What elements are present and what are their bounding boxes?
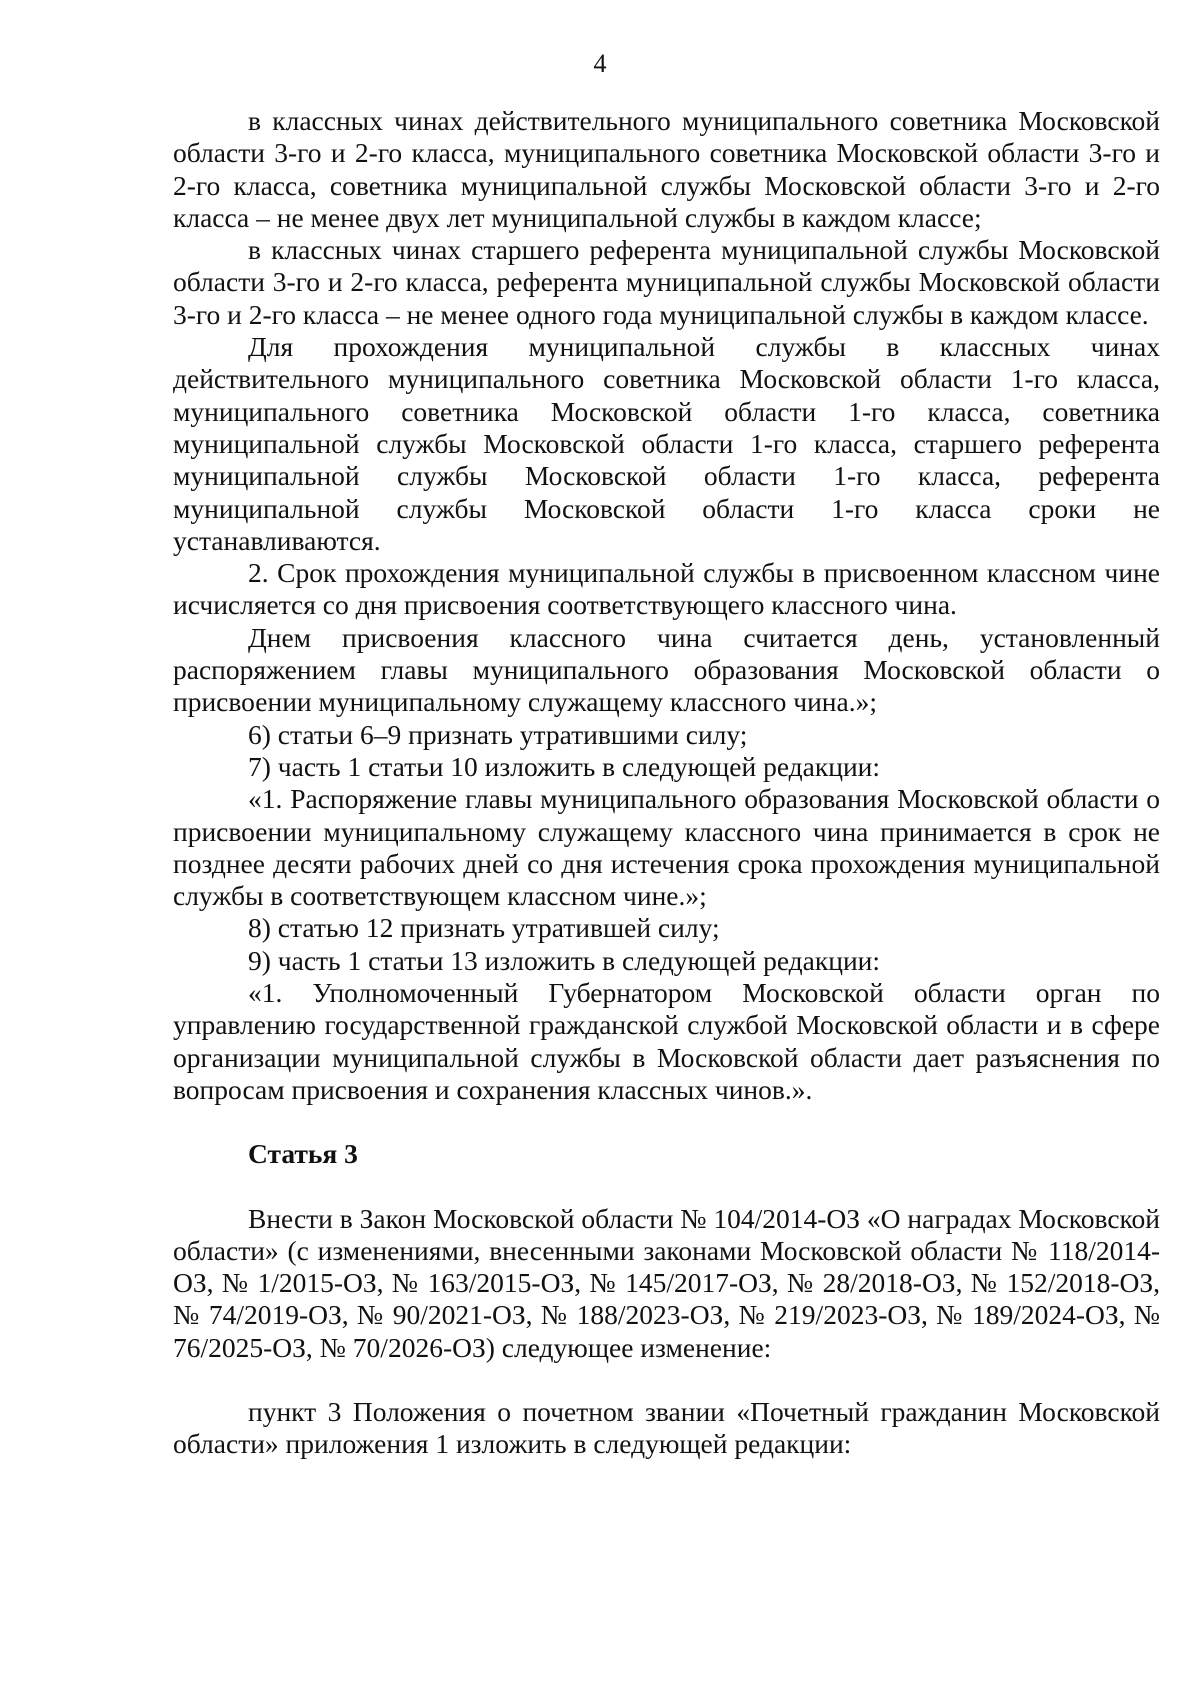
paragraph: 2. Срок прохождения муниципальной службы в присвоенном классном чине исчисляется со дня присвоения соответствующего классного чина. xyxy=(173,557,1160,621)
paragraph: пункт 3 Положения о почетном звании «Почетный гражданин Московской области» приложения 1 изложить в следующей редакции: xyxy=(173,1395,1160,1460)
quoted-paragraph: «1. Распоряжение главы муниципального образования Московской области о присвоении муниципальному служащему классного чина принимается в срок не позднее десяти рабочих дней со дня истечения срока прохождения муниципальной службы в соответствующем классном чине.»; xyxy=(173,783,1160,912)
list-item: 7) часть 1 статьи 10 изложить в следующей редакции: xyxy=(248,750,881,782)
paragraph: Внести в Закон Московской области № 104/2014-ОЗ «О наградах Московской области» (с изменениями, внесенными законами Московской области № 118/2014-ОЗ, № 1/2015-ОЗ, № 163/2015-ОЗ, № 145/2017-ОЗ, № 28/2018-ОЗ, № 152/2018-ОЗ, № 74/2019-ОЗ, № 90/2021-ОЗ, № 188/2023-ОЗ, № 219/2023-ОЗ, № 189/2024-ОЗ, № 76/2025-ОЗ, № 70/2026-ОЗ) следующее изменение: xyxy=(173,1202,1160,1363)
article-heading: Статья 3 xyxy=(248,1138,358,1170)
page-number: 4 xyxy=(593,49,607,78)
paragraph: Днем присвоения классного чина считается день, установленный распоряжением главы муниципального образования Московской области о присвоении муниципальному служащему классного чина.»; xyxy=(173,621,1160,718)
paragraph: в классных чинах старшего референта муниципальной службы Московской области 3-го и 2-го класса, референта муниципальной службы Московской области 3-го и 2-го класса – не менее одного года муниципальной службы в каждом классе. xyxy=(173,234,1160,330)
list-item: 8) статью 12 признать утратившей силу; xyxy=(248,912,720,944)
paragraph: Для прохождения муниципальной службы в классных чинах действительного муниципального советника Московской области 1-го класса, муниципального советника Московской области 1-го класса, советника муниципальной службы Московской области 1-го класса, старшего референта муниципальной службы Московской области 1-го класса, референта муниципальной службы Московской области 1-го класса сроки не устанавливаются. xyxy=(173,331,1160,556)
list-item: 9) часть 1 статьи 13 изложить в следующей редакции: xyxy=(248,944,881,976)
quoted-paragraph: «1. Уполномоченный Губернатором Московской области орган по управлению государственной гражданской службой Московской области и в сфере организации муниципальной службы в Московской области дает разъяснения по вопросам присвоения и сохранения классных чинов.». xyxy=(173,977,1160,1105)
list-item: 6) статьи 6–9 признать утратившими силу; xyxy=(248,718,748,750)
document-body xyxy=(173,105,1160,1461)
paragraph: в классных чинах действительного муниципального советника Московской области 3-го и 2-го класса, муниципального советника Московской области 3-го и 2-го класса, советника муниципальной службы Московской области 3-го и 2-го класса – не менее двух лет муниципальной службы в каждом классе; xyxy=(173,105,1160,233)
